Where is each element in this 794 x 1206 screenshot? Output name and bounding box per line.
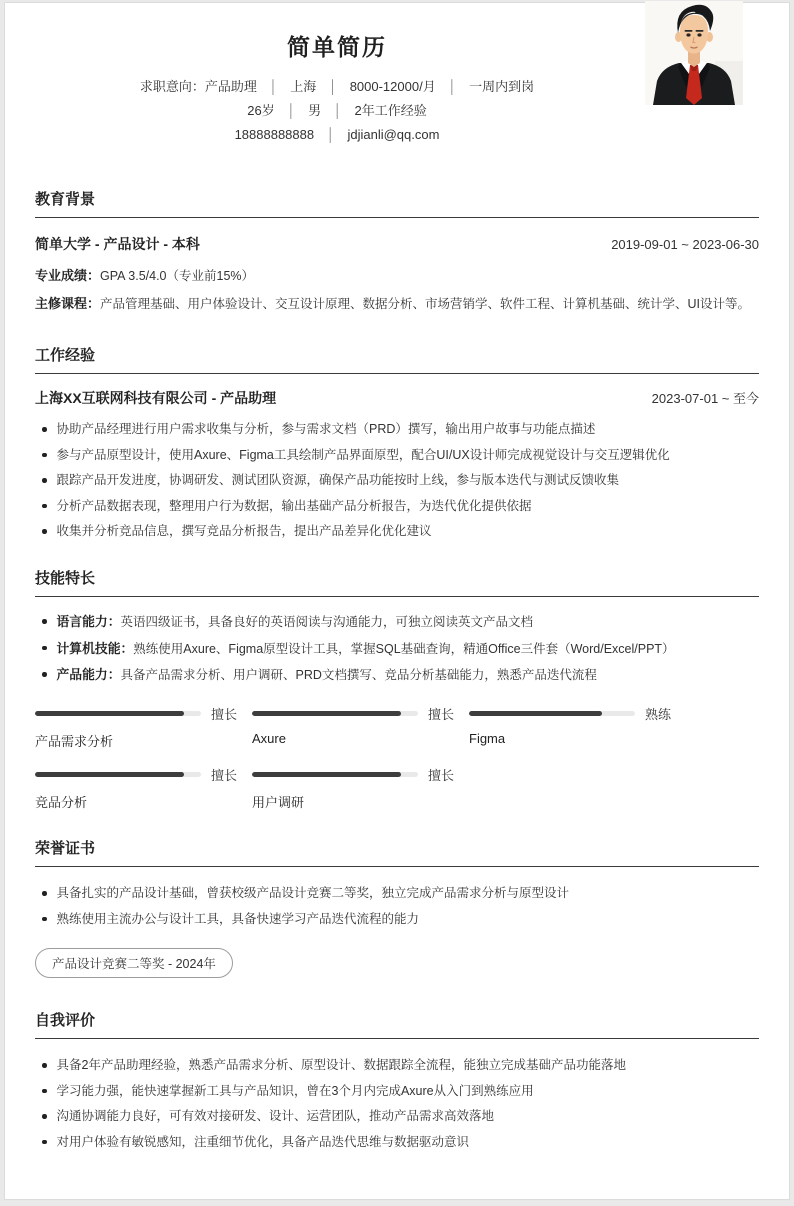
work-bullet-text: 协助产品经理进行用户需求收集与分析，参与需求文档（PRD）撰写，输出用户故事与功能点描述: [56, 422, 596, 436]
skill-name: 产品需求分析: [35, 734, 114, 749]
list-item: [35, 1134, 759, 1151]
skill-bullet-text: 计算机技能：熟练使用Axure、Figma原型设计工具，掌握SQL基础查询，精通Office三件套（Word/Excel/PPT）: [56, 640, 675, 656]
work-date-range: 2023-07-01 ~ 至今: [651, 391, 759, 406]
section-title-work: 工作经验: [35, 344, 759, 374]
skill-bullet-text: 语言能力：英语四级证书，具备良好的英语阅读与沟通能力，可独立阅读英文产品文档: [56, 614, 533, 629]
job-intent-label: 求职意向：: [139, 79, 205, 94]
skill-bar: [469, 707, 686, 750]
evaluation-bullet-text: 对用户体验有敏锐感知，注重细节优化，具备产品迭代思维与数据驱动意识: [56, 1134, 470, 1149]
divider-bar: │: [448, 79, 457, 94]
courses-label: 主修课程：: [35, 296, 101, 311]
skill-bar-fill: [35, 711, 184, 716]
skill-level-label: 熟练: [645, 707, 672, 722]
section-title-education: 教育背景: [35, 188, 759, 218]
skill-name: 用户调研: [252, 795, 305, 810]
award-badge: 产品设计竞赛二等奖 - 2024年: [35, 948, 233, 978]
skill-bar-track: [35, 772, 201, 777]
skill-bar: [252, 707, 469, 750]
section-skills: [35, 567, 759, 811]
honors-bullet-list: [35, 885, 759, 928]
basic-info-line: [35, 99, 639, 123]
contact-phone: 18888888888: [234, 127, 315, 142]
skill-bullet-label: 产品能力：: [56, 667, 121, 682]
list-item: [35, 421, 759, 438]
info-experience: 2年工作经验: [354, 103, 427, 118]
bullet-dot: [42, 917, 47, 922]
section-title-evaluation: 自我评价: [35, 1009, 759, 1039]
skill-level-label: 擅长: [211, 707, 238, 722]
list-item: [35, 447, 759, 464]
courses-line: [35, 293, 759, 315]
list-item: [35, 472, 759, 489]
work-bullet-text: 分析产品数据表现，整理用户行为数据，输出基础产品分析报告，为迭代优化提供依据: [56, 498, 532, 513]
honor-bullet-text: 具备扎实的产品设计基础，曾获校级产品设计竞赛二等奖，独立完成产品需求分析与原型设计: [56, 886, 570, 900]
intent-salary: 8000-12000/月: [349, 79, 436, 94]
skill-bar-fill: [35, 772, 184, 777]
resume-page: [4, 2, 790, 1200]
list-item: [35, 498, 759, 515]
contact-email: jdjianli@qq.com: [347, 127, 440, 142]
school-name: 简单大学 - 产品设计 - 本科: [35, 236, 200, 252]
info-age: 26岁: [247, 103, 275, 118]
skill-name: Figma: [469, 731, 506, 746]
gpa-line: [35, 265, 759, 287]
bullet-dot: [42, 529, 47, 534]
divider-bar: │: [269, 79, 278, 94]
skill-bar-track: [469, 711, 635, 716]
bullet-dot: [42, 646, 47, 651]
bullet-dot: [42, 1140, 47, 1145]
bullet-dot: [42, 619, 47, 624]
section-honors: [35, 837, 759, 978]
bullet-dot: [42, 672, 47, 677]
info-gender: 男: [308, 103, 322, 118]
bullet-dot: [42, 891, 47, 896]
work-bullet-text: 参与产品原型设计，使用Axure、Figma工具绘制产品界面原型，配合UI/UX设计师完成视觉设计与交互逻辑优化: [56, 447, 670, 462]
skill-bar-fill: [469, 711, 602, 716]
intent-availability: 一周内到岗: [469, 79, 535, 94]
intent-position: 产品助理: [204, 79, 257, 94]
intent-city: 上海: [290, 79, 317, 94]
skills-bullet-list: [35, 613, 759, 684]
bullet-dot: [42, 478, 47, 483]
page-title: 简单简历: [287, 34, 387, 60]
honor-bullet-text: 熟练使用主流办公与设计工具，具备快速学习产品迭代流程的能力: [56, 911, 420, 926]
list-item: [35, 1083, 759, 1100]
divider-bar: │: [326, 127, 335, 142]
divider-bar: │: [333, 103, 342, 118]
skill-bar: [252, 768, 469, 811]
header-text-block: [35, 29, 639, 147]
gpa-label: 专业成绩：: [35, 268, 101, 283]
section-work-experience: [35, 344, 759, 540]
list-item: [35, 666, 759, 684]
evaluation-bullet-list: [35, 1057, 759, 1151]
contact-line: [35, 123, 639, 147]
skill-name: Axure: [252, 731, 286, 746]
list-item: [35, 613, 759, 631]
bullet-dot: [42, 1063, 47, 1068]
divider-bar: │: [328, 79, 338, 94]
bullet-dot: [42, 1114, 47, 1119]
skill-name: 竞品分析: [35, 795, 88, 810]
section-title-honors: 荣誉证书: [35, 837, 759, 867]
courses-value: 产品管理基础、用户体验设计、交互设计原理、数据分析、市场营销学、软件工程、计算机基础、统计学、UI设计等。: [100, 297, 751, 311]
skill-bar: [35, 707, 252, 750]
skill-bar-track: [252, 772, 418, 777]
evaluation-bullet-text: 学习能力强，能快速掌握新工具与产品知识，曾在3个月内完成Axure从入门到熟练应用: [56, 1083, 534, 1098]
skill-bar-track: [252, 711, 418, 716]
skill-bar: [35, 768, 252, 811]
education-date-range: 2019-09-01 ~ 2023-06-30: [611, 237, 759, 252]
list-item: [35, 523, 759, 540]
work-bullet-text: 跟踪产品开发进度，协调研发、测试团队资源，确保产品功能按时上线，参与版本迭代与测试反馈收集: [56, 473, 620, 487]
evaluation-bullet-text: 沟通协调能力良好，可有效对接研发、设计、运营团队，推动产品需求高效落地: [56, 1109, 495, 1123]
skill-level-label: 擅长: [428, 768, 455, 783]
resume-header: [35, 3, 759, 147]
divider-bar: │: [287, 103, 296, 118]
evaluation-bullet-text: 具备2年产品助理经验，熟悉产品需求分析、原型设计、数据跟踪全流程，能独立完成基础产品功能落地: [56, 1058, 626, 1072]
section-self-evaluation: [35, 1009, 759, 1151]
bullet-dot: [42, 427, 47, 432]
bullet-dot: [42, 453, 47, 458]
list-item: [35, 1108, 759, 1125]
education-entry-header: [35, 234, 759, 254]
skill-bars-grid: [35, 707, 759, 811]
work-entry-header: [35, 388, 759, 408]
section-title-skills: 技能特长: [35, 567, 759, 597]
bullet-dot: [42, 1089, 47, 1094]
skill-bar-fill: [252, 711, 401, 716]
skill-level-label: 擅长: [211, 768, 238, 783]
job-intent-line: [35, 75, 639, 99]
list-item: [35, 640, 759, 658]
skill-bullet-label: 语言能力：: [56, 614, 121, 629]
profile-photo: [645, 1, 743, 105]
skill-bar-fill: [252, 772, 401, 777]
company-name: 上海XX互联网科技有限公司 - 产品助理: [35, 390, 277, 406]
skill-bar-track: [35, 711, 201, 716]
avatar-illustration: [645, 1, 743, 105]
list-item: [35, 885, 759, 902]
gpa-value: GPA 3.5/4.0（专业前15%）: [100, 269, 255, 283]
work-bullet-list: [35, 421, 759, 540]
work-bullet-text: 收集并分析竞品信息，撰写竞品分析报告，提出产品差异化优化建议: [56, 524, 432, 538]
section-education: [35, 188, 759, 315]
skill-level-label: 擅长: [428, 707, 455, 722]
skill-bullet-label: 计算机技能：: [56, 640, 134, 656]
bullet-dot: [42, 504, 47, 509]
list-item: [35, 911, 759, 928]
list-item: [35, 1057, 759, 1074]
skill-bullet-text: 产品能力：具备产品需求分析、用户调研、PRD文档撰写、竞品分析基础能力，熟悉产品迭代流程: [56, 667, 597, 682]
